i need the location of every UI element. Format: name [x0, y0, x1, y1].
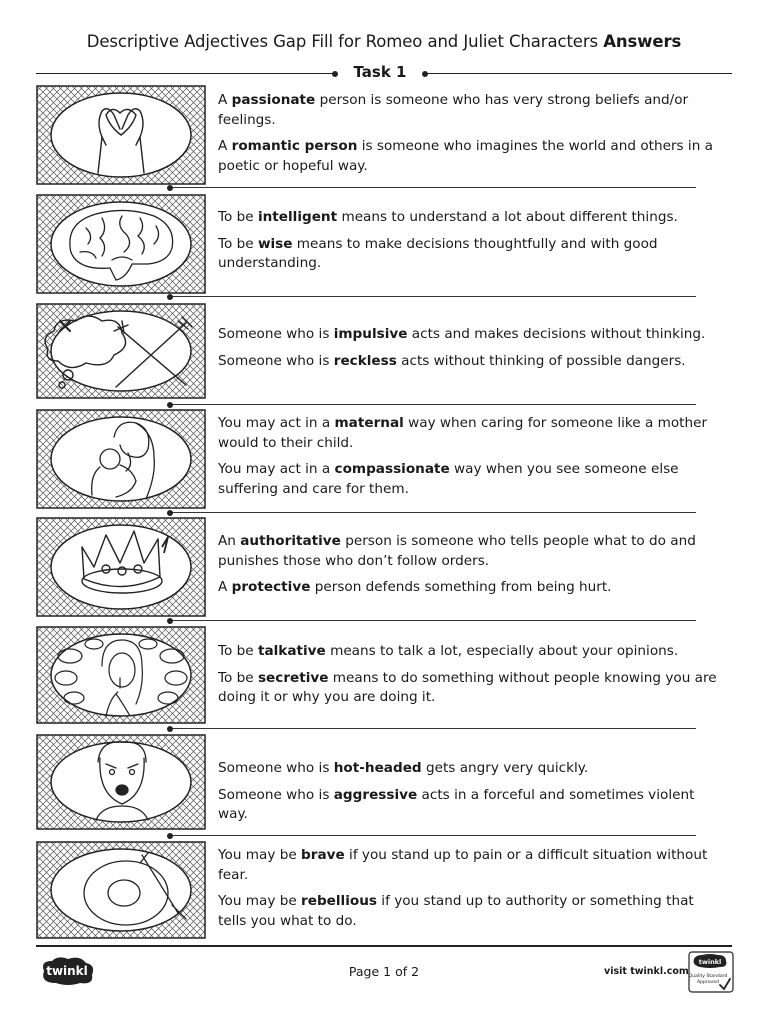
page-title: Descriptive Adjectives Gap Fill for Romeo and Juliet Characters Answers — [86, 32, 682, 51]
task-row — [36, 626, 732, 724]
row-divider — [170, 512, 696, 513]
sentence-2: Someone who is aggressive acts in a forceful and sometimes violent way. — [218, 786, 695, 822]
answer-word: protective — [231, 579, 311, 595]
sentence-1: Someone who is hot-headed gets angry very quickly. — [218, 760, 589, 776]
svg-text:twinkl: twinkl — [698, 958, 722, 966]
sentence-1: Someone who is impulsive acts and makes decisions without thinking. — [218, 326, 706, 342]
task-row — [36, 303, 732, 399]
answer-word: intelligent — [257, 209, 338, 225]
answer-word: secretive — [257, 669, 329, 686]
answer-word: passionate — [231, 92, 316, 108]
sentence-2: You may act in a compassionate way when you see someone else suffering and care for them. — [218, 461, 679, 497]
answer-word: authoritative — [240, 533, 341, 549]
row-divider — [170, 728, 696, 729]
row-divider — [170, 296, 696, 297]
row-text — [218, 642, 724, 715]
svg-text:Quality Standard: Quality Standard — [688, 974, 728, 979]
sentence-2: To be wise means to make decisions thoughtfully and with good understanding. — [218, 235, 658, 271]
sentence-1: To be intelligent means to understand a lot about different things. — [218, 209, 678, 225]
quality-badge — [688, 951, 734, 997]
logo-text: twinkl — [46, 964, 88, 978]
row-divider — [170, 620, 696, 621]
illustration-frame — [36, 85, 206, 185]
sentence-1: A passionate person is someone who has very strong beliefs and/or feelings. — [218, 92, 689, 128]
illustration-frame — [36, 841, 206, 939]
sentence-2: To be secretive means to do something without people knowing you are doing it or why you are doing it. — [218, 669, 717, 705]
row-divider — [170, 404, 696, 405]
task-row — [36, 517, 732, 617]
sentence-1: An authoritative person is someone who tells people what to do and punishes those who don’t follow orders. — [218, 533, 696, 569]
row-text — [218, 91, 724, 183]
sentence-1: To be talkative means to talk a lot, especially about your opinions. — [218, 643, 679, 659]
row-text — [218, 208, 724, 281]
footer-divider — [36, 945, 732, 947]
answer-word: hot-headed — [333, 760, 422, 776]
sentence-2: A romantic person is someone who imagines the world and others in a poetic or hopeful way. — [218, 138, 713, 174]
page-number: Page 1 of 2 — [348, 964, 420, 979]
task-label: Task 1 — [353, 63, 407, 81]
illustration-frame — [36, 194, 206, 294]
row-divider — [170, 187, 696, 188]
sentence-1: You may be brave if you stand up to pain or a difficult situation without fear. — [218, 847, 708, 883]
answer-word: wise — [257, 235, 293, 252]
answer-word: rebellious — [301, 893, 377, 909]
answer-word: brave — [301, 847, 345, 863]
row-text — [218, 846, 724, 938]
answer-word: reckless — [333, 352, 397, 369]
row-text — [218, 325, 724, 378]
visit-link[interactable]: visit twinkl.com — [604, 966, 689, 977]
answer-word: impulsive — [333, 326, 408, 342]
row-text — [218, 414, 724, 506]
sentence-2: You may be rebellious if you stand up to authority or something that tells you what to do. — [218, 893, 694, 929]
illustration-frame — [36, 626, 206, 724]
task-row — [36, 409, 732, 509]
row-text — [218, 759, 724, 832]
illustration-frame — [36, 517, 206, 617]
task-row — [36, 85, 732, 185]
illustration-frame — [36, 734, 206, 830]
row-divider — [170, 835, 696, 836]
task-row — [36, 734, 732, 830]
answer-word: compassionate — [334, 461, 450, 477]
answer-word: aggressive — [333, 786, 418, 803]
task-heading — [36, 62, 732, 84]
task-row — [36, 194, 732, 294]
answer-word: romantic person — [231, 138, 358, 154]
svg-text:Approved: Approved — [696, 980, 720, 985]
answer-word: maternal — [334, 415, 404, 431]
answer-word: talkative — [257, 643, 326, 659]
sentence-2: Someone who is reckless acts without thinking of possible dangers. — [218, 352, 686, 369]
row-text — [218, 532, 724, 605]
illustration-frame — [36, 303, 206, 399]
illustration-frame — [36, 409, 206, 509]
sentence-2: A protective person defends something from being hurt. — [218, 579, 612, 595]
sentence-1: You may act in a maternal way when caring for someone like a mother would to their child. — [218, 415, 708, 451]
task-row — [36, 841, 732, 939]
